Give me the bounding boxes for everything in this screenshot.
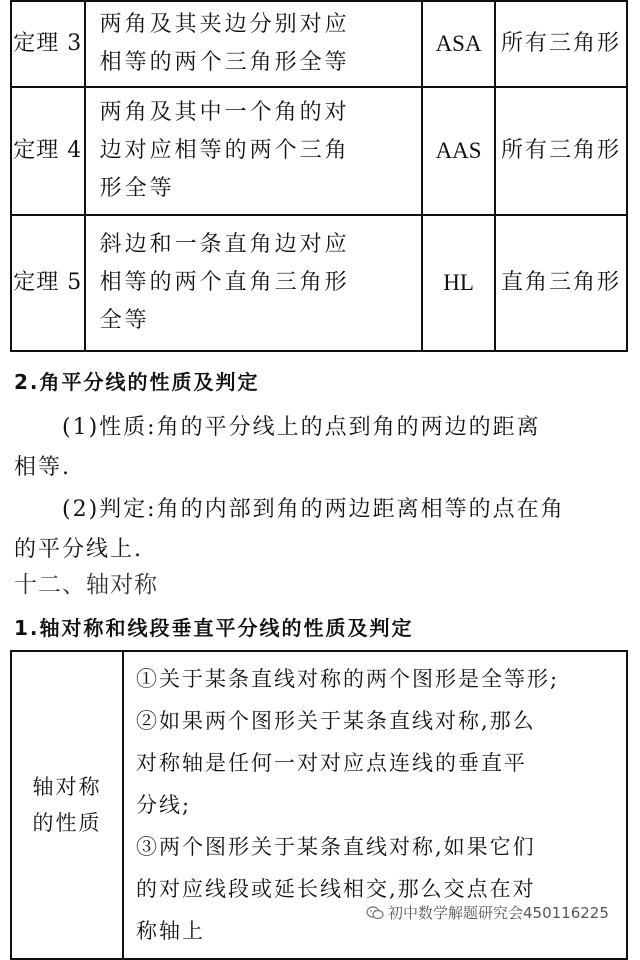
- theorem-abbr: AAS: [422, 87, 495, 215]
- label-line: 轴对称: [32, 775, 102, 799]
- desc-line: 两角及其夹边分别对应: [99, 12, 350, 37]
- property-line: ①关于某条直线对称的两个图形是全等形;: [136, 667, 560, 691]
- watermark: [364, 902, 611, 923]
- table-row: [11, 215, 627, 351]
- theorem-description: [85, 1, 423, 87]
- theorem-name: 定理 3: [11, 1, 85, 87]
- desc-line: 相等的两个直角三角形: [99, 270, 350, 295]
- theorem-description: [85, 215, 423, 351]
- property-line: 分线;: [136, 793, 192, 817]
- table-row: [11, 1, 627, 87]
- desc-line: 形全等: [99, 176, 175, 201]
- theorem-abbr: ASA: [422, 1, 495, 87]
- label-line: 的性质: [32, 811, 102, 835]
- property-line: 的对应线段或延长线相交,那么交点在对: [136, 877, 536, 901]
- desc-line: 斜边和一条直角边对应: [99, 232, 350, 257]
- theorem-abbr: HL: [422, 215, 495, 351]
- desc-line: 两角及其中一个角的对: [99, 100, 350, 125]
- desc-line: 相等的两个三角形全等: [99, 50, 350, 75]
- wechat-icon: [366, 906, 384, 920]
- theorem-name: 定理 4: [11, 87, 85, 215]
- theorem-table: [10, 0, 628, 352]
- row-label: [11, 651, 123, 959]
- table-row: [11, 87, 627, 215]
- paragraph-line: 相等.: [14, 455, 71, 480]
- theorem-description: [85, 87, 423, 215]
- theorem-scope: 所有三角形: [495, 1, 627, 87]
- paragraph-line: 的平分线上.: [14, 537, 143, 562]
- property-line: 称轴上: [136, 919, 205, 943]
- theorem-scope: 直角三角形: [495, 215, 627, 351]
- desc-line: 全等: [99, 308, 150, 333]
- property-line: 对称轴是任何一对对应点连线的垂直平: [136, 751, 527, 775]
- section-heading: 2.角平分线的性质及判定: [14, 370, 260, 394]
- watermark-text: 初中数学解题研究会450116225: [388, 904, 609, 922]
- paragraph-line: (1)性质:角的平分线上的点到角的两边的距离: [62, 415, 541, 440]
- property-line: ②如果两个图形关于某条直线对称,那么: [136, 709, 536, 733]
- section-heading: 1.轴对称和线段垂直平分线的性质及判定: [14, 616, 414, 640]
- chapter-title: 十二、轴对称: [14, 572, 158, 598]
- theorem-name: 定理 5: [11, 215, 85, 351]
- property-line: ③两个图形关于某条直线对称,如果它们: [136, 835, 536, 859]
- theorem-scope: 所有三角形: [495, 87, 627, 215]
- paragraph-line: (2)判定:角的内部到角的两边距离相等的点在角: [62, 497, 565, 522]
- desc-line: 边对应相等的两个三角: [99, 138, 350, 163]
